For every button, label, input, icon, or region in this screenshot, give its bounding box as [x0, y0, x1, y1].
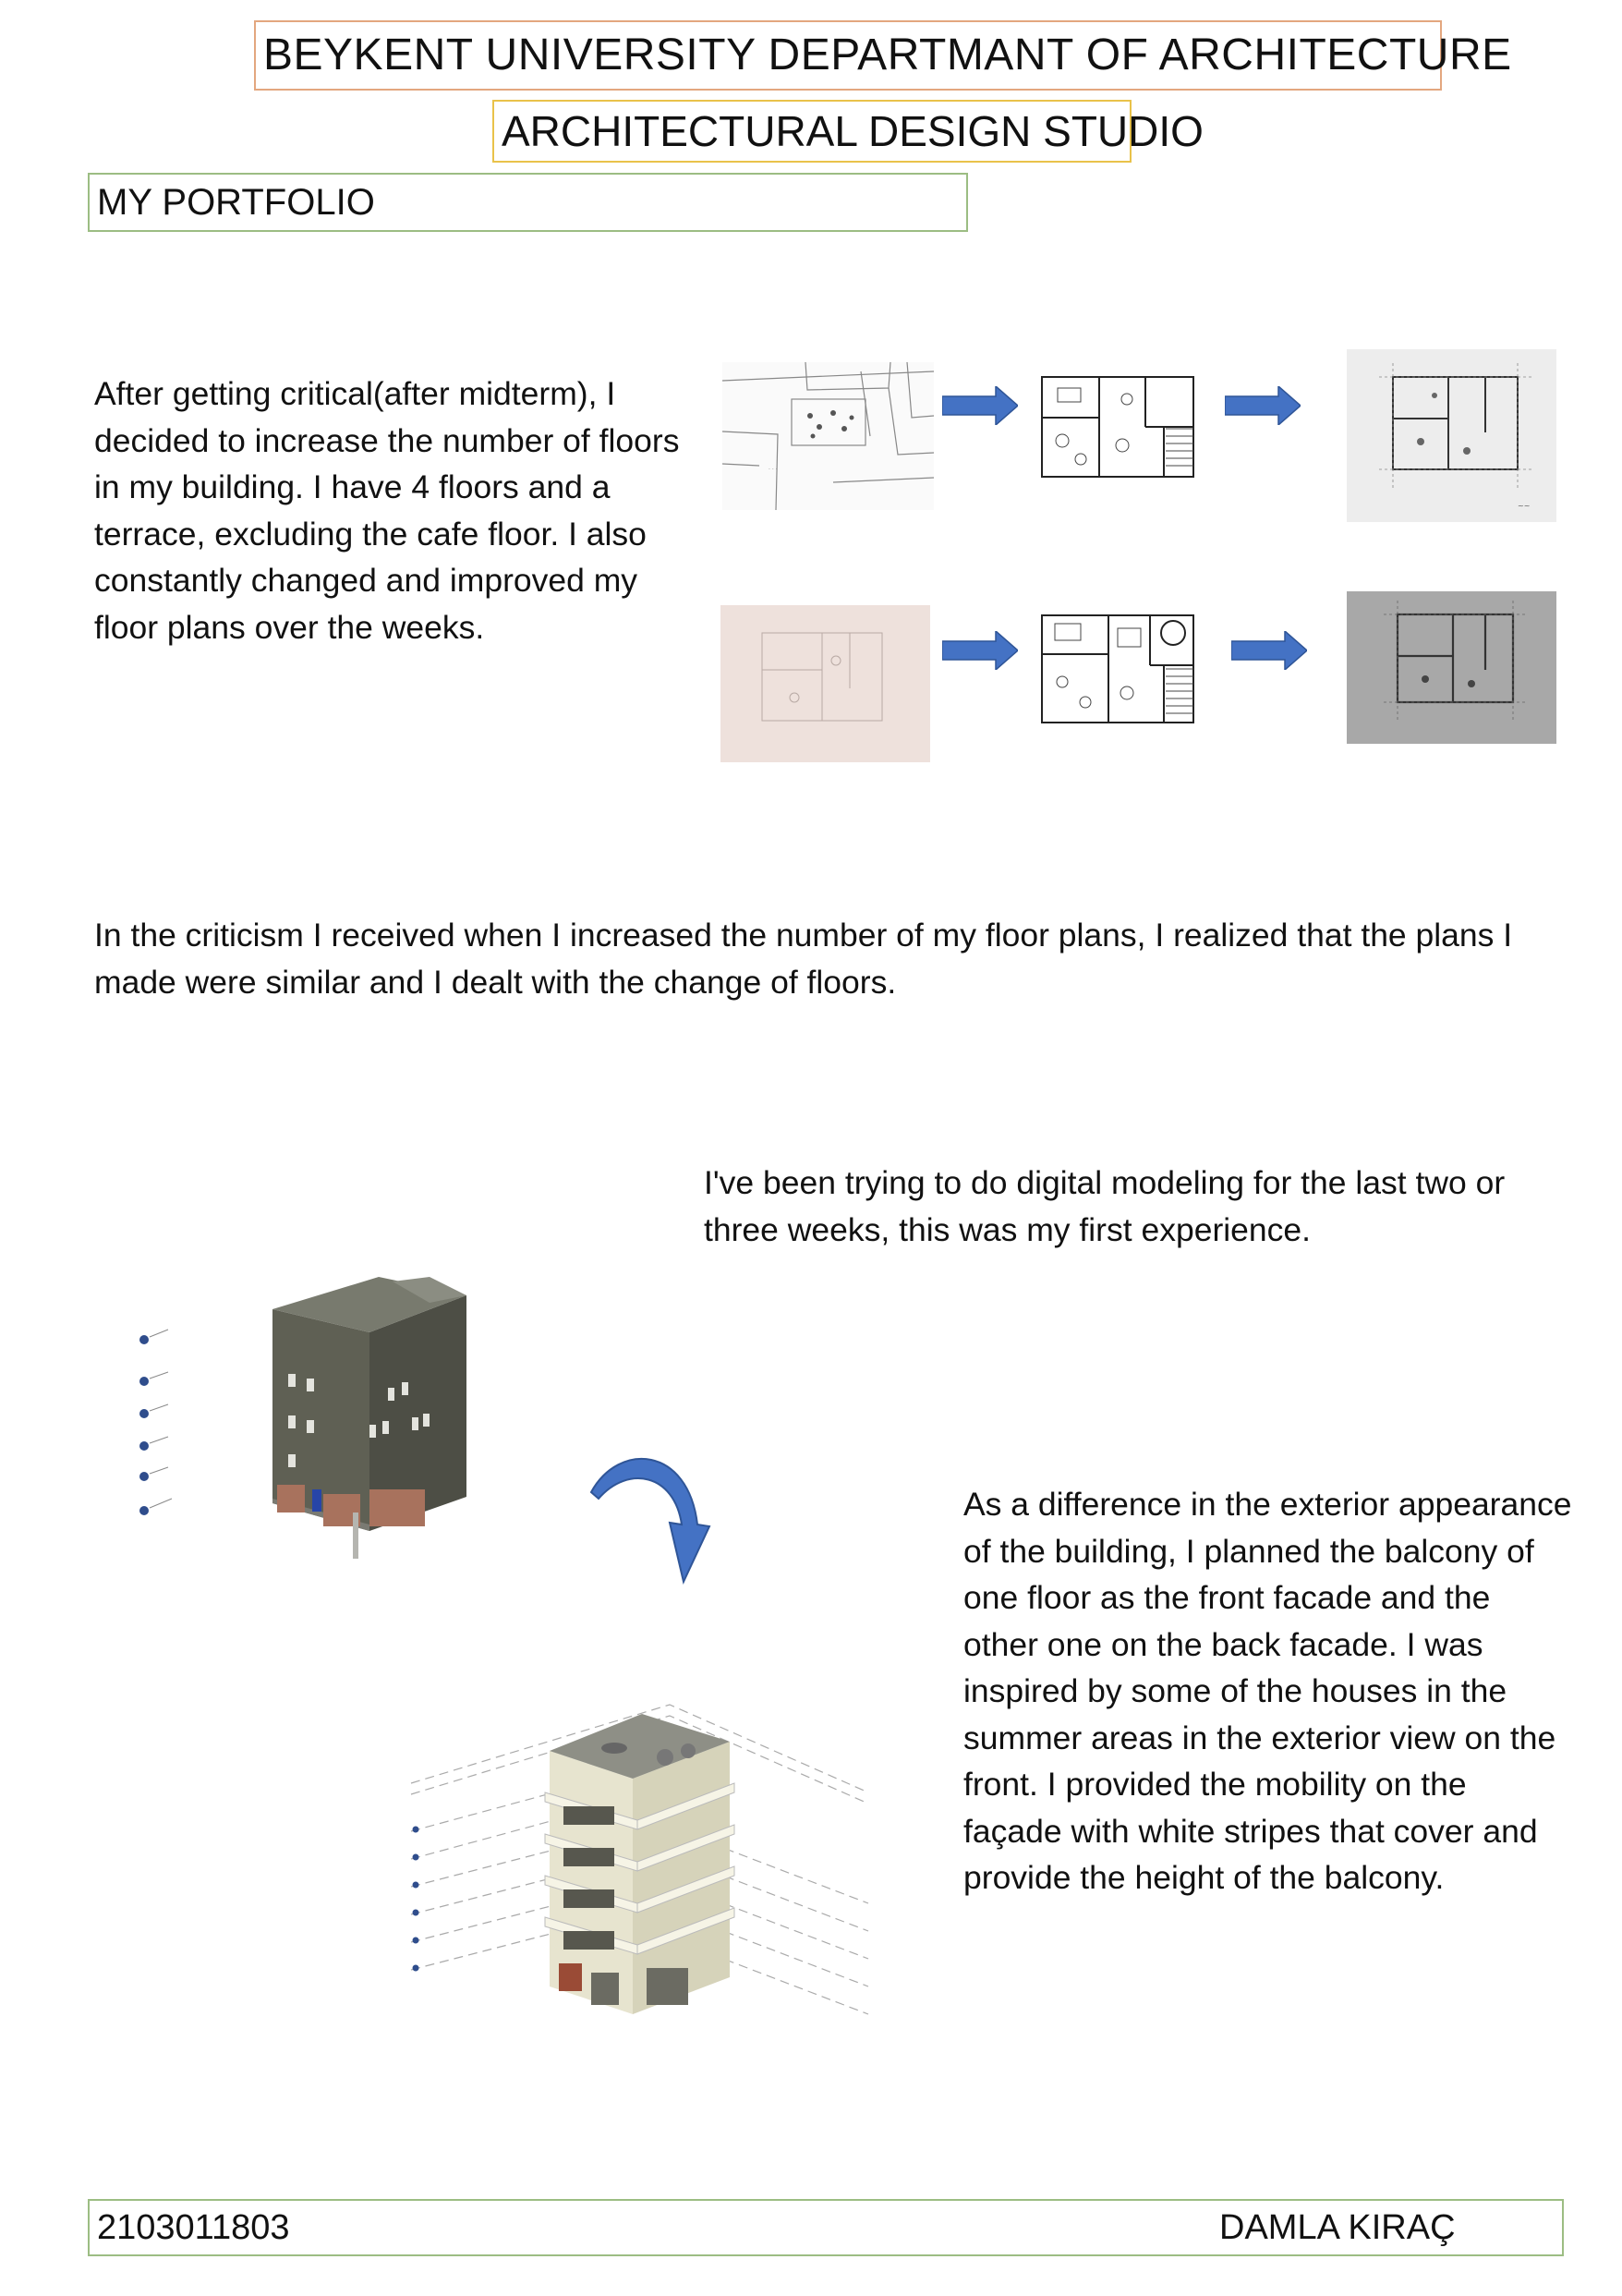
floor-plan-photo-2: [1347, 591, 1556, 744]
curved-arrow-icon: [582, 1441, 720, 1589]
studio-title: ARCHITECTURAL DESIGN STUDIO: [492, 100, 1132, 163]
footer-bar: [88, 2199, 1564, 2256]
exterior-paragraph: As a difference in the exterior appearance of the building, I planned the balcony of one floor as the front facade and the other one on the back facade. I was inspired by some of the houses in the summer areas in the exterior view on the front. I provided the mobility on the façade with white stripes that cover and provide the height of the balcony.: [963, 1486, 1572, 1896]
site-plan-sketch: [722, 362, 934, 510]
floor-plan-sketch-2: [720, 605, 930, 762]
building-model-white: [406, 1691, 887, 2042]
svg-text:~~: ~~: [1518, 502, 1531, 510]
document-title: BEYKENT UNIVERSITY DEPARTMANT OF ARCHITECTURE: [254, 20, 1442, 91]
svg-text:· · ·: · · ·: [769, 467, 778, 473]
floor-plan-photo-1: [1347, 349, 1556, 522]
building-model-grey: [268, 1277, 480, 1563]
arrow-right-icon: [942, 386, 1018, 425]
floor-plan-drawing-1: [1035, 371, 1201, 482]
level-markers-icon: [137, 1326, 183, 1525]
student-name: DAMLA KIRAÇ: [1219, 2208, 1456, 2247]
criticism-paragraph: In the criticism I received when I increased the number of my floor plans, I realized that the plans I made were similar and I dealt with the change of floors.: [94, 917, 1513, 1001]
arrow-right-icon: [1225, 386, 1301, 425]
arrow-right-icon: [1231, 631, 1307, 670]
floor-plan-drawing-2: [1035, 610, 1201, 728]
floors-paragraph: After getting critical(after midterm), I decided to increase the number of floors in my building. I have 4 floors and a terrace, excluding the cafe floor. I also constantly changed and improved my floor plans over the weeks.: [94, 375, 680, 646]
arrow-right-icon: [942, 631, 1018, 670]
modeling-paragraph: I've been trying to do digital modeling for the last two or three weeks, this was my first experience.: [704, 1164, 1506, 1248]
student-id: 2103011803: [97, 2208, 290, 2247]
portfolio-heading: MY PORTFOLIO: [88, 173, 968, 232]
